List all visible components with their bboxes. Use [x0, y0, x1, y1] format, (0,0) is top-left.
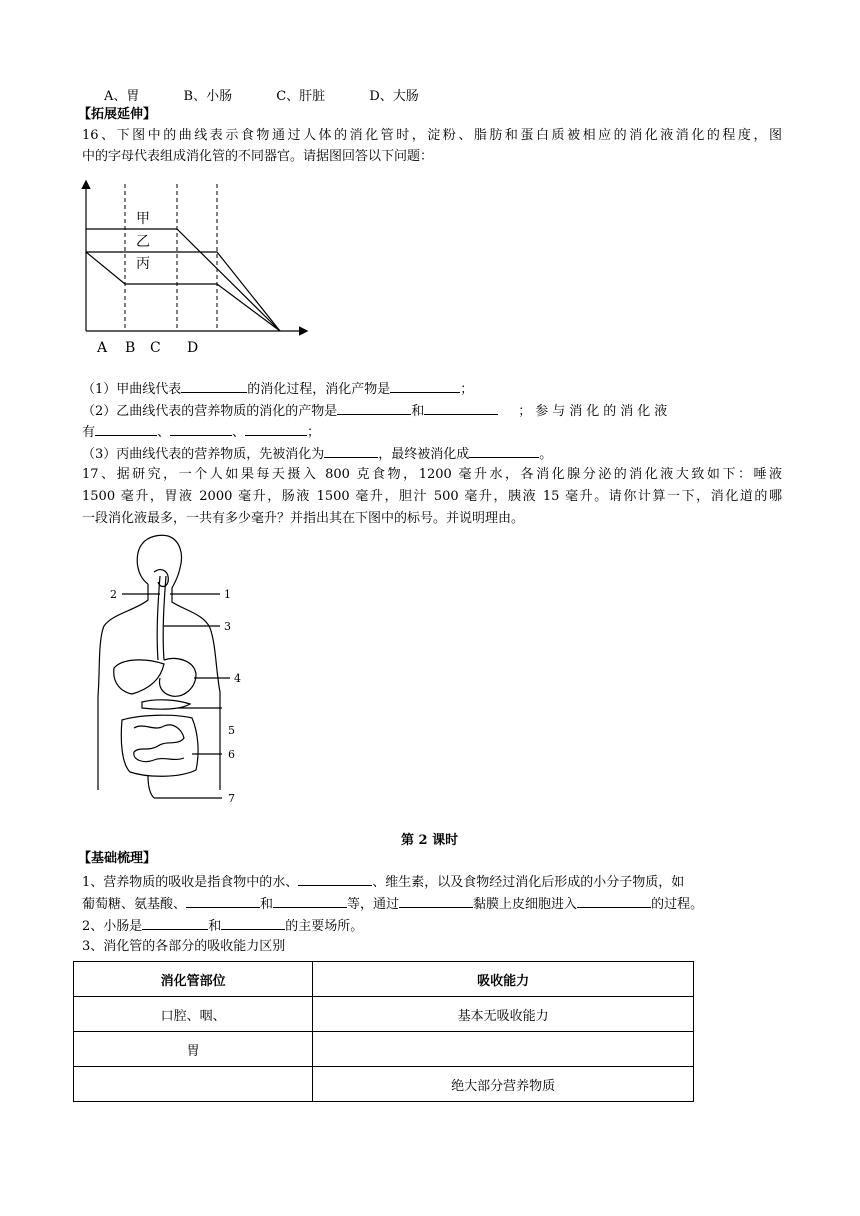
blank[interactable]	[170, 421, 232, 436]
blank[interactable]	[186, 893, 260, 908]
axis-letter-b: B	[125, 340, 136, 356]
q16-sub2-cont: 有 、 、 ；	[82, 421, 320, 443]
digestion-curve-graph	[70, 176, 320, 366]
curve-label-yi: 乙	[136, 234, 150, 250]
q16-stem-line2: 中的字母代表组成消化管的不同器官。请据图回答以下问题：	[82, 149, 434, 164]
blank[interactable]	[95, 421, 157, 436]
blank[interactable]	[399, 893, 473, 908]
figure-number-6: 6	[228, 748, 235, 761]
figure-number-7: 7	[228, 792, 235, 804]
table-header: 消化管部位	[74, 962, 313, 997]
liver	[114, 660, 164, 694]
table-cell: 胃	[74, 1032, 313, 1067]
blank[interactable]	[424, 400, 498, 415]
axis-letter-d: D	[187, 340, 199, 356]
blank[interactable]	[181, 378, 247, 393]
blank[interactable]	[324, 443, 378, 458]
section-heading-extend: 【拓展延伸】	[78, 107, 157, 122]
b1-line1: 1、营养物质的吸收是指食物中的水、 、维生素，以及食物经过消化后形成的小分子物质，如	[82, 871, 782, 893]
stomach	[160, 659, 197, 697]
table-cell[interactable]	[74, 1067, 313, 1102]
q16-sub1: （1）甲曲线代表 的消化过程，消化产物是 ；	[82, 378, 473, 400]
table-row	[74, 1032, 694, 1067]
blank[interactable]	[298, 871, 372, 886]
curve-yi	[86, 252, 280, 331]
table-cell: 基本无吸收能力	[313, 997, 694, 1032]
figure-number-4: 4	[234, 672, 241, 685]
b3-line: 3、消化管的各部分的吸收能力区别	[82, 939, 286, 954]
q16-sub3: （3）丙曲线代表的营养物质，先被消化为 ，最终被消化成 。	[82, 443, 552, 465]
figure-number-5: 5	[228, 724, 235, 737]
table-cell: 口腔、咽、	[74, 997, 313, 1032]
figure-number-3: 3	[224, 620, 231, 633]
curve-label-bing: 丙	[136, 256, 150, 272]
q16-stem-line1: 16、下图中的曲线表示食物通过人体的消化管时，淀粉、脂肪和蛋白质被相应的消化液消化的程度，图	[82, 128, 782, 143]
section-heading-basic: 【基础梳理】	[78, 851, 157, 866]
axis-letter-c: C	[150, 340, 161, 356]
table-row	[74, 997, 694, 1032]
figure-number-1: 1	[224, 588, 231, 601]
blank[interactable]	[142, 915, 208, 930]
lesson2-title: 第 2 课时	[401, 833, 459, 848]
blank[interactable]	[245, 421, 307, 436]
blank[interactable]	[577, 893, 651, 908]
large-intestine	[121, 715, 198, 776]
body-outline-right	[137, 535, 220, 790]
table-header: 吸收能力	[313, 962, 694, 997]
digestive-system-figure	[88, 532, 258, 804]
q17-line2: 1500 毫升，胃液 2000 毫升，肠液 1500 毫升，胆汁 500 毫升，胰液 15 毫升。请你计算一下，消化道的哪	[82, 489, 782, 504]
blank[interactable]	[273, 893, 347, 908]
blank[interactable]	[221, 915, 285, 930]
b1-line2: 葡萄糖、氨基酸、 和 等，通过 黏膜上皮细胞进入 的过程。	[82, 893, 703, 915]
q17-line3: 一段消化液最多，一共有多少毫升？并指出其在下图中的标号。并说明理由。	[82, 511, 525, 526]
absorption-table	[73, 961, 694, 1102]
curve-label-jia: 甲	[136, 211, 150, 227]
b2-line: 2、小肠是 和 的主要场所。	[82, 915, 363, 937]
table-cell[interactable]	[313, 1032, 694, 1067]
table-header-row	[74, 962, 694, 997]
curve-bing	[86, 252, 280, 331]
q15-option-c: C、肝脏	[276, 89, 326, 104]
table-cell: 绝大部分营养物质	[313, 1067, 694, 1102]
q16-sub2: （2）乙曲线代表的营养物质的消化的产物是 和 ；参与消化的消化液	[82, 400, 782, 422]
body-outline-left	[98, 584, 148, 790]
blank[interactable]	[390, 378, 460, 393]
q15-option-d: D、大肠	[369, 89, 419, 104]
q15-option-b: B、小肠	[183, 89, 233, 104]
q15-options	[104, 85, 459, 104]
blank[interactable]	[337, 400, 411, 415]
esophagus	[157, 576, 160, 660]
q15-option-a: A、胃	[104, 89, 140, 104]
q17-line1: 17、据研究，一个人如果每天摄入 800 克食物，1200 毫升水，各消化腺分泌的消化液大致如下：唾液	[82, 467, 782, 482]
rectum	[148, 776, 154, 798]
small-intestine	[134, 725, 184, 762]
curve-jia	[86, 229, 280, 331]
axis-letter-a: A	[97, 340, 108, 356]
figure-number-2: 2	[110, 588, 117, 601]
blank[interactable]	[469, 443, 539, 458]
table-row	[74, 1067, 694, 1102]
